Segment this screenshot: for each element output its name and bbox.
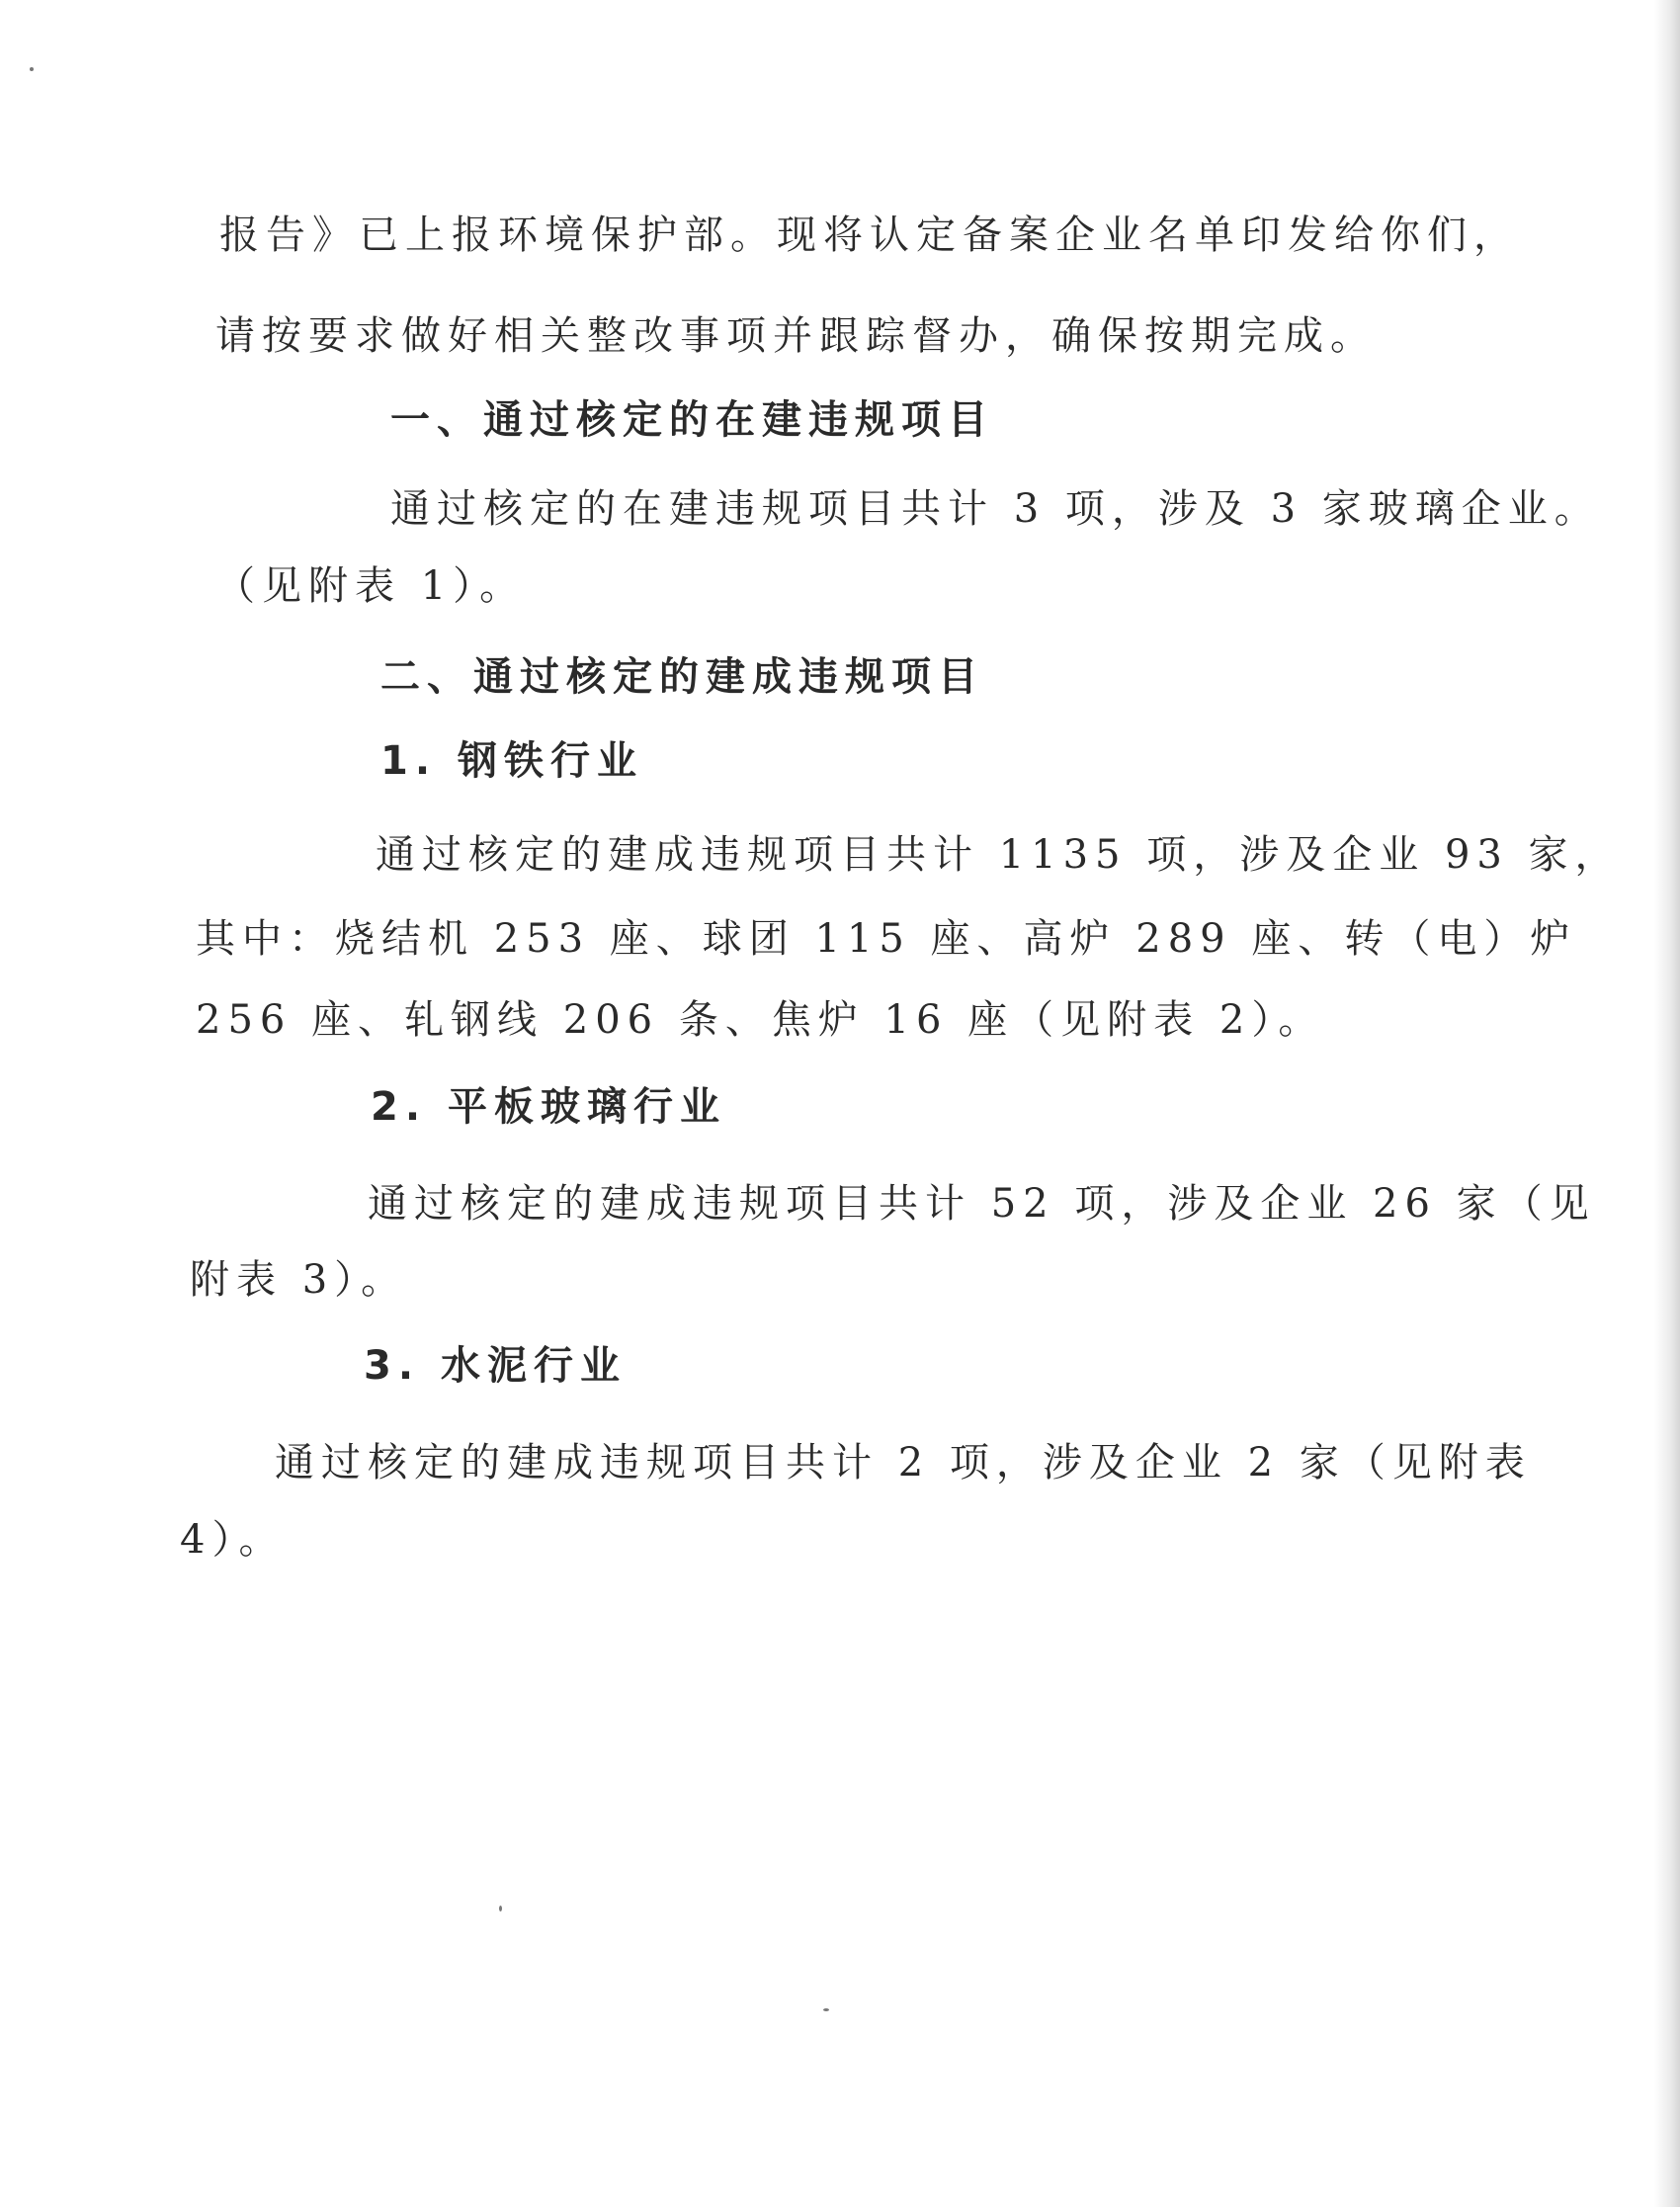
body-text-line: （见附表 1）。 xyxy=(215,563,527,609)
body-text-line: 报告》已上报环境保护部。现将认定备案企业名单印发给你们， xyxy=(219,212,1520,258)
section-heading: 一、通过核定的在建违规项目 xyxy=(390,397,994,443)
section-heading: 二、通过核定的建成违规项目 xyxy=(380,654,984,700)
scan-speck xyxy=(823,2008,829,2011)
body-text-line: 请按要求做好相关整改事项并跟踪督办，确保按期完成。 xyxy=(215,313,1377,359)
subsection-heading: 2. 平板玻璃行业 xyxy=(371,1084,726,1130)
subsection-heading: 1. 钢铁行业 xyxy=(380,738,643,784)
body-text-line: 4）。 xyxy=(180,1517,286,1563)
body-text-line: 256 座、轧钢线 206 条、焦炉 16 座（见附表 2）。 xyxy=(196,997,1325,1043)
body-text-line: 通过核定的建成违规项目共计 2 项，涉及企业 2 家（见附表 xyxy=(275,1440,1532,1485)
body-text-line: 通过核定的在建违规项目共计 3 项，涉及 3 家玻璃企业。 xyxy=(390,486,1601,532)
subsection-heading: 3. 水泥行业 xyxy=(364,1343,627,1389)
scan-speck xyxy=(499,1906,502,1911)
body-text-line: 通过核定的建成违规项目共计 1135 项，涉及企业 93 家， xyxy=(376,832,1622,878)
body-text-line: 其中：烧结机 253 座、球团 115 座、高炉 289 座、转（电）炉 xyxy=(196,916,1577,962)
body-text-line: 附表 3）。 xyxy=(190,1257,408,1303)
scan-edge-shadow xyxy=(1654,0,1680,2207)
scan-speck xyxy=(30,67,34,71)
body-text-line: 通过核定的建成违规项目共计 52 项，涉及企业 26 家（见 xyxy=(368,1181,1596,1227)
